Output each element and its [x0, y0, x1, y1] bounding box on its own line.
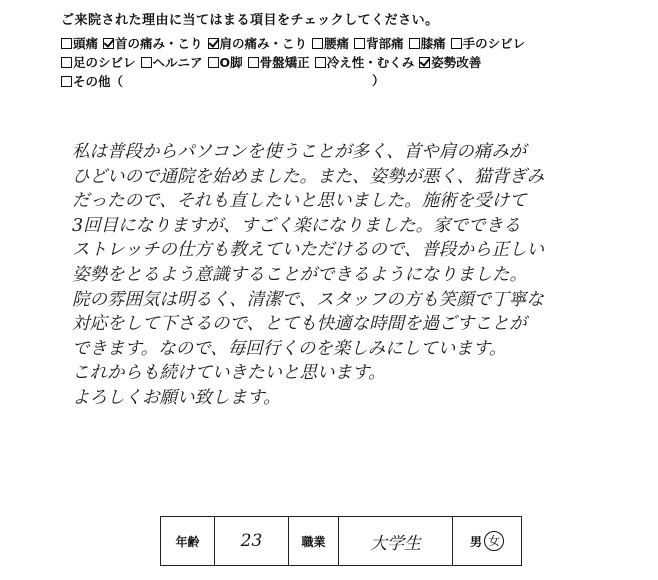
- checkbox[interactable]: [208, 57, 219, 68]
- checkbox[interactable]: [248, 57, 259, 68]
- checkbox-row-1: [61, 34, 530, 52]
- option-label: 足のシビレ: [73, 55, 136, 70]
- job-label: 職業: [301, 534, 326, 549]
- option-label: 膝痛: [420, 36, 446, 51]
- option-row2-3[interactable]: [248, 53, 310, 71]
- gender-cell: [453, 517, 521, 565]
- info-table: [160, 516, 522, 566]
- option-label: 冷え性・むくみ: [326, 55, 415, 70]
- option-label: 姿勢改善: [431, 55, 482, 70]
- checkbox[interactable]: [61, 57, 72, 68]
- option-row1-3[interactable]: [312, 34, 349, 52]
- checked-checkbox[interactable]: [419, 57, 430, 68]
- handwritten-line: 対応をして下さるので、とても快適な時間を過ごすことが: [72, 314, 527, 335]
- checkbox-row-2: [61, 53, 486, 71]
- option-row1-6[interactable]: [451, 34, 526, 52]
- option-row1-5[interactable]: [409, 34, 446, 52]
- checkbox[interactable]: [409, 38, 420, 49]
- gender-female-circled[interactable]: 女: [484, 531, 504, 551]
- option-row2-1[interactable]: [141, 53, 203, 71]
- job-value-cell: [339, 517, 453, 565]
- option-row1-1[interactable]: [103, 34, 203, 52]
- handwritten-line: だったので、それも直したいと思いました。施術を受けて: [72, 191, 527, 212]
- age-label: 年齢: [175, 534, 200, 549]
- checkbox-row-3: [61, 72, 128, 90]
- job-label-cell: [289, 517, 339, 565]
- handwritten-line: 3回目になりますが、すごく楽になりました。家でできる: [72, 215, 521, 236]
- option-label: 骨盤矯正: [259, 55, 310, 70]
- handwritten-line: できます。なので、毎回行くのを楽しみにしています。: [72, 338, 507, 359]
- option-label: その他（: [73, 74, 124, 89]
- checkbox[interactable]: [354, 38, 365, 49]
- age-value: 23: [240, 531, 263, 551]
- handwritten-line: 私は普段からパソコンを使うことが多く、首や肩の痛みが: [72, 142, 527, 162]
- handwritten-line: ストレッチの仕方も教えていただけるので、普段から正しい: [72, 240, 544, 261]
- other-close-paren: ）: [372, 73, 385, 88]
- checkbox[interactable]: [315, 57, 326, 68]
- option-label: 頭痛: [73, 36, 99, 51]
- checkbox[interactable]: [61, 76, 72, 87]
- option-label: 首の痛み・こり: [115, 36, 203, 51]
- gender-male: 男: [469, 534, 482, 549]
- question-heading: ご来院された理由に当てはまる項目をチェックしてください。: [61, 13, 439, 28]
- checked-checkbox[interactable]: [103, 38, 114, 49]
- option-row1-0[interactable]: [61, 34, 98, 52]
- checkbox[interactable]: [451, 38, 462, 49]
- checkbox[interactable]: [61, 38, 72, 49]
- checkbox[interactable]: [141, 57, 152, 68]
- handwritten-testimonial: [72, 140, 612, 411]
- option-label: O脚: [219, 55, 243, 70]
- option-label: 手のシビレ: [462, 36, 526, 51]
- option-row1-2[interactable]: [208, 34, 308, 52]
- option-row1-4[interactable]: [354, 34, 404, 52]
- handwritten-line: これからも続けていきたいと思います。: [72, 363, 386, 384]
- checkbox[interactable]: [312, 38, 323, 49]
- handwritten-line: ひどいので通院を始めました。また、姿勢が悪く、猫背ぎみ: [72, 166, 545, 187]
- option-label: 肩の痛み・こり: [219, 36, 308, 51]
- checked-checkbox[interactable]: [208, 38, 219, 49]
- handwritten-line: 院の雰囲気は明るく、清潔で、スタッフの方も笑顔で丁寧な: [72, 289, 544, 310]
- option-label: 腰痛: [324, 36, 350, 51]
- handwritten-line: よろしくお願い致します。: [72, 387, 281, 408]
- option-other[interactable]: [61, 72, 123, 90]
- job-value: 大学生: [370, 533, 421, 554]
- option-label: ヘルニア: [152, 55, 203, 70]
- option-label: 背部痛: [366, 36, 404, 51]
- handwritten-line: 姿勢をとるよう意識することができるようになりました。: [72, 264, 527, 285]
- age-label-cell: [161, 517, 215, 565]
- option-row2-4[interactable]: [315, 53, 415, 71]
- age-value-cell: [215, 517, 289, 565]
- option-row2-2[interactable]: [208, 53, 243, 71]
- option-row2-0[interactable]: [61, 53, 136, 71]
- option-row2-5[interactable]: [419, 53, 481, 71]
